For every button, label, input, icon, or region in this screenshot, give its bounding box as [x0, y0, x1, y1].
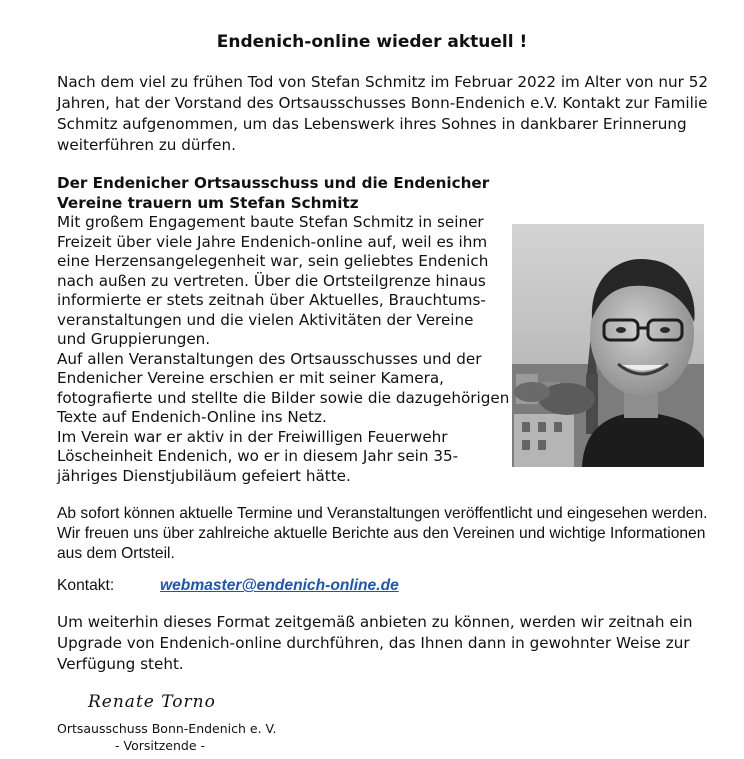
- contact-email-link[interactable]: webmaster@endenich-online.de: [160, 577, 399, 594]
- contact-label: Kontakt:: [57, 577, 115, 594]
- memorial-text-line: veranstaltungen und die vielen Aktivitäten der Vereine: [57, 310, 474, 329]
- signature: Renate Torno: [88, 692, 216, 712]
- portrait-photo: [512, 224, 704, 467]
- contact-line: [57, 576, 399, 596]
- intro-paragraph: Nach dem viel zu frühen Tod von Stefan Schmitz im Februar 2022 im Alter von nur 52 Jahren, hat der Vorstand des Ortsausschusses Bonn-Endenich e.V. Kontakt zur Familie Schmitz aufgenommen, um das Lebenswerk ihres Sohnes in dankbarer Erinnerung weiterführen zu dürfen.: [57, 73, 709, 154]
- upgrade-paragraph: Um weiterhin dieses Format zeitgemäß anbieten zu können, werden wir zeitnah ein Upgrade von Endenich-online durchführen, das Ihnen dann in gewohnter Weise zur Verfügung steht.: [57, 613, 693, 673]
- organization-name: Ortsausschuss Bonn-Endenich e. V.: [57, 721, 277, 736]
- memorial-text-line: jähriges Dienstjubiläum gefeiert hätte.: [57, 466, 351, 485]
- memorial-text-line: Mit großem Engagement baute Stefan Schmitz in seiner: [57, 213, 484, 231]
- memorial-text-line: Freizeit über viele Jahre Endenich-online auf, weil es ihm: [57, 232, 488, 251]
- memorial-text-line: Im Verein war er aktiv in der Freiwilligen Feuerwehr: [57, 427, 448, 446]
- signer-role: - Vorsitzende -: [115, 738, 206, 753]
- memorial-text-line: Endenicher Vereine erschien er mit seiner Kamera,: [57, 369, 445, 387]
- memorial-text-line: nach außen zu vertreten. Über die Ortsteilgrenze hinaus: [57, 271, 486, 290]
- memorial-text-line: Löscheinheit Endenich, wo er in diesem Jahr sein 35-: [57, 447, 459, 465]
- memorial-text: [57, 213, 517, 486]
- memorial-text-line: fotografierte und stellte die Bilder sowie die dazugehörigen: [57, 388, 510, 407]
- memorial-text-line: eine Herzensangelegenheit war, sein geliebtes Endenich: [57, 252, 489, 270]
- news-paragraph: Ab sofort können aktuelle Termine und Veranstaltungen veröffentlicht und eingesehen werden. Wir freuen uns über zahlreiche aktuelle Berichte aus den Vereinen und wichtige Informationen aus dem Ortsteil.: [57, 505, 708, 562]
- memorial-heading: Der Endenicher Ortsausschuss und die Endenicher Vereine trauern um Stefan Schmitz: [57, 174, 490, 212]
- memorial-text-line: Auf allen Veranstaltungen des Ortsausschusses und der: [57, 349, 482, 368]
- memorial-text-line: informierte er stets zeitnah über Aktuelles, Brauchtums-: [57, 291, 486, 309]
- memorial-text-line: Texte auf Endenich-Online ins Netz.: [57, 408, 327, 426]
- page-title: Endenich-online wieder aktuell !: [216, 32, 528, 52]
- memorial-text-line: und Gruppierungen.: [57, 330, 211, 348]
